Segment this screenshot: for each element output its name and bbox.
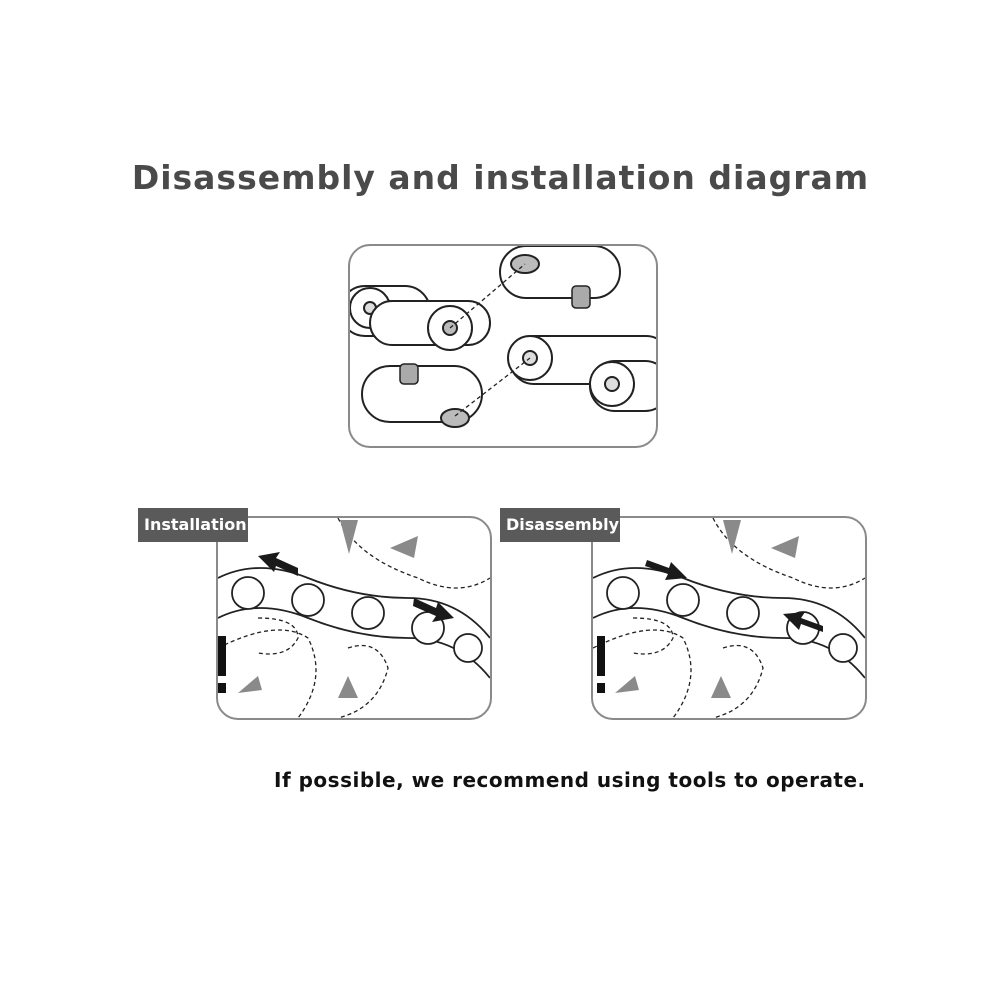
disassembly-label: Disassembly [500,508,620,542]
chain-link-icon [350,246,656,446]
page-title: Disassembly and installation diagram [131,158,870,197]
master-link-exploded-panel [348,244,658,448]
installation-label: Installation [138,508,248,542]
tool-recommendation-note: If possible, we recommend using tools to operate. [274,768,866,792]
disassembly-panel [591,516,867,720]
chain-link-icon [607,577,857,662]
installation-panel [216,516,492,720]
